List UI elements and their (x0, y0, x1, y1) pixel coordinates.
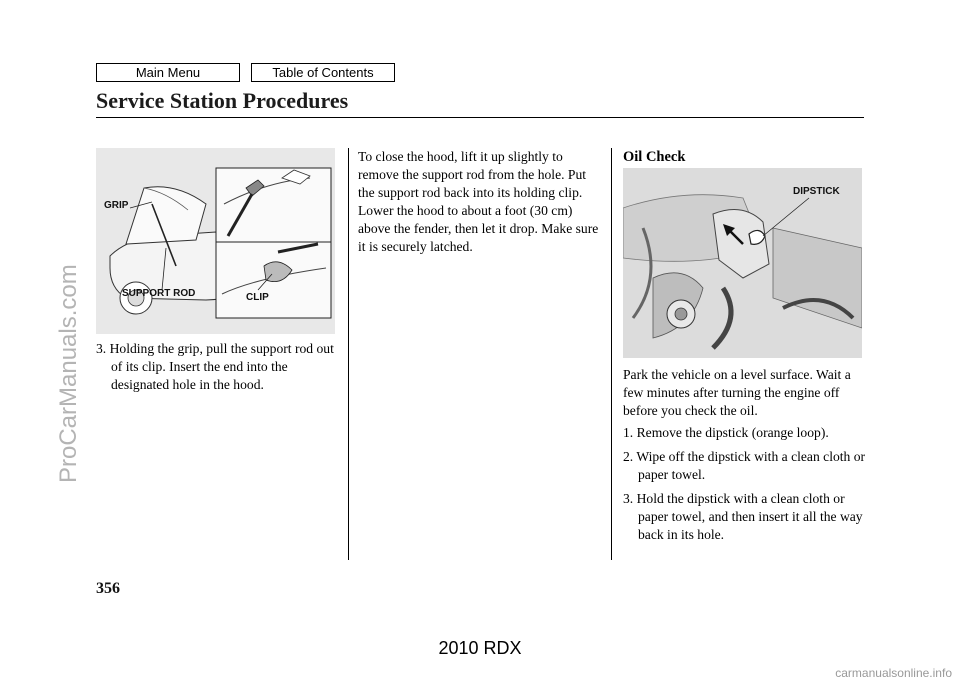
hood-step-list (96, 340, 336, 400)
hood-drawing (96, 148, 335, 334)
oil-check-heading: Oil Check (623, 149, 686, 165)
main-menu-button[interactable]: Main Menu (96, 63, 240, 82)
support-rod-label: SUPPORT ROD (122, 288, 196, 299)
column-divider-1 (348, 148, 349, 560)
table-of-contents-button[interactable]: Table of Contents (251, 63, 395, 82)
hood-support-illustration (96, 148, 335, 334)
oil-check-intro-text: Park the vehicle on a level surface. Wait a few minutes after turning the engine off before you check the oil. (623, 367, 851, 418)
page-number: 356 (96, 580, 120, 597)
section-title: Service Station Procedures (96, 88, 349, 113)
hood-step-3: 3. Holding the grip, pull the support rod out of its clip. Insert the end into the designated hole in the hood. (96, 341, 334, 392)
clip-label: CLIP (246, 292, 269, 303)
oil-step-3: 3. Hold the dipstick with a clean cloth or paper towel, and then insert it all the way back in its hole. (623, 491, 863, 542)
close-hood-paragraph (358, 148, 604, 256)
grip-label: GRIP (104, 200, 129, 211)
oil-check-intro (623, 366, 868, 420)
title-divider (96, 117, 864, 118)
oil-check-steps (623, 424, 868, 550)
dipstick-illustration (623, 168, 862, 358)
close-hood-text: To close the hood, lift it up slightly to remove the support rod from the hole. Put the support rod back into its holding clip. Lower the hood to about a foot (30 cm) above the fender, then let it drop. Make sure it is securely latched. (358, 149, 599, 254)
dipstick-label: DIPSTICK (793, 186, 840, 197)
side-watermark: ProCarManuals.com (55, 264, 82, 483)
corner-watermark: carmanualsonline.info (835, 666, 952, 680)
model-footer: 2010 RDX (438, 638, 522, 658)
oil-step-1: 1. Remove the dipstick (orange loop). (623, 425, 829, 440)
column-divider-2 (611, 148, 612, 560)
oil-step-2: 2. Wipe off the dipstick with a clean cloth or paper towel. (623, 449, 866, 482)
